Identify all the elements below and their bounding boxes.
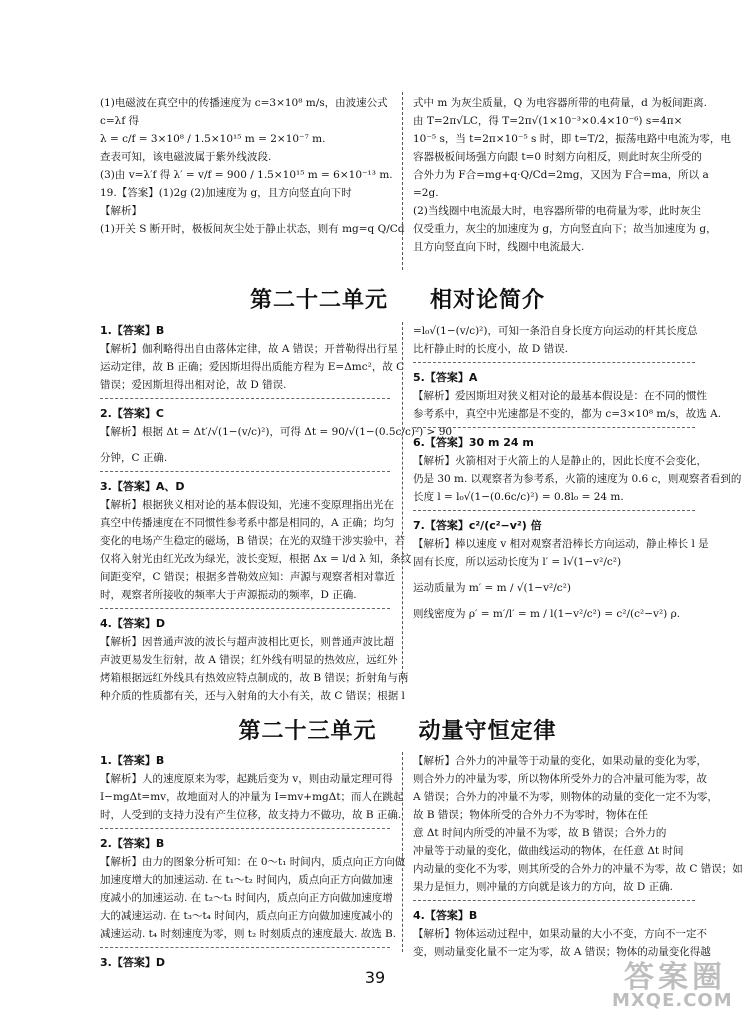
answer-block [100, 322, 405, 399]
explanation-line: 【解析】伽利略得出自由落体定律，故 A 错误；开普勒得出行星 [100, 343, 398, 355]
unit-23-left-column [100, 752, 406, 982]
explanation-line: 时，人受到的支持力没有产生位移，故支持力不做功，故 B 正确. [100, 809, 402, 821]
explanation-line: 【解析】根据狭义相对论的基本假设知，光速不变原理指出光在 [100, 499, 394, 511]
explanation-line: 固有长度，所以运动长度为 l′ = l√(1−v²/c²) [413, 556, 622, 568]
answer-block [413, 434, 742, 511]
answer-block [100, 835, 406, 948]
explanation-line: 【解析】火箭相对于火箭上的人是静止的，因此长度不会变化， [413, 455, 707, 467]
unit-22-title [100, 283, 695, 314]
explanation-line: 意 Δt 时间内所受的冲量不为零，故 B 错误；合外力的 [413, 827, 667, 839]
explanation-line: 真空中传播速度在不同惯性参考系中都是相同的，A 正确；均匀 [100, 517, 395, 529]
explanation-line: 仅将入射光由红光改为绿光，波长变短，根据 Δx = l/d λ 知，条纹 [100, 553, 412, 565]
answer-heading: 5.【答案】A [413, 371, 478, 384]
answer-heading: 7.【答案】c²/(c²−v²) 倍 [413, 519, 542, 532]
unit-23-title [100, 714, 695, 745]
text-line: λ = c/f = 3×10⁸ / 1.5×10¹⁵ m = 2×10⁻⁷ m. [100, 133, 326, 145]
unit-23-number: 第二十三单元 [238, 718, 377, 744]
explanation-line: 冲量等于动量的变化，做曲线运动的物体，在任意 Δt 时间 [413, 845, 684, 857]
column-divider [402, 92, 403, 270]
text-line: 合外力为 F合=mg+q·Q/Cd=2mg，又因为 F合=ma，所以 a [413, 169, 709, 181]
explanation-line: 长度 l = l₀√(1−(0.6c/c)²) = 0.8l₀ = 24 m. [413, 491, 624, 503]
unit-23-name: 动量守恒定律 [418, 718, 557, 744]
answer-heading: 1.【答案】B [100, 324, 165, 337]
explanation-line: 时，观察者所接收的频率大于声源振动的频率，D 正确. [100, 589, 357, 601]
column-divider [402, 752, 403, 952]
answer-block [100, 405, 453, 472]
text-line: (3)由 v=λ′f 得 λ′ = v/f = 900 / 1.5×10¹⁵ m = 6×10⁻¹³ m. [100, 169, 393, 181]
text-line: (2)当线圈中电流最大时，电容器所带的电荷量为零，此时灰尘 [413, 205, 701, 217]
explanation-line: 声波更易发生衍射，故 A 错误；红外线有明显的热效应，远红外 [100, 654, 398, 666]
explanation-line: 比杆静止时的长度小，故 D 错误. [413, 343, 568, 355]
text-line: 10⁻⁵ s，当 t=2π×10⁻⁵ s 时，即 t=T/2，振荡电路中电流为零，电 [413, 133, 731, 145]
explanation-line: 分钟，C 正确. [100, 452, 168, 464]
text-line: 仅受重力，灰尘的加速度为 g，方向竖直向下；故当加速度为 g， [413, 223, 717, 235]
answer-block [100, 478, 412, 609]
answer-block [413, 517, 709, 627]
answer-block [413, 752, 743, 901]
text-line: (1)开关 S 断开时，极板间灰尘处于静止状态，则有 mg=q Q/Cd [100, 223, 405, 235]
explanation-line: 【解析】物体运动过程中，如果动量的大小不变，方向不一定不 [413, 928, 707, 940]
explanation-line: 变化的电场产生稳定的磁场，B 错误；在光的双缝干涉实验中，若 [100, 535, 406, 547]
explanation-line: 【解析】爱因斯坦对狭义相对论的最基本假设是：在不同的惯性 [413, 390, 707, 402]
explanation-line: 果力是恒力，则冲量的方向就是该力的方向，故 D 正确. [413, 881, 673, 893]
watermark-logo [606, 952, 744, 1014]
explanation-line: =l₀√(1−(v/c)²)，可知一条沿自身长度方向运动的杆其长度总 [413, 325, 698, 337]
top-left-column [100, 94, 405, 238]
explanation-line: 【解析】棒以速度 v 相对观察者沿棒长方向运动，静止棒长 l 是 [413, 538, 709, 550]
explanation-line: 【解析】合外力的冲量等于动量的变化，如果动量的变化为零， [413, 755, 707, 767]
explanation-line: 则合外力的冲量为零，所以物体所受外力的合冲量可能为零，故 [413, 773, 707, 785]
unit-22-name: 相对论简介 [430, 287, 546, 313]
unit-22-right-column [413, 322, 742, 633]
answer-heading: 4.【答案】D [100, 617, 165, 630]
answer-block [100, 615, 409, 709]
explanation-line: I−mgΔt=mv，故地面对人的冲量为 I=mv+mgΔt；而人在跳起 [100, 791, 404, 803]
unit-23-right-column [413, 752, 743, 971]
explanation-line: 【解析】人的速度原来为零，起跳后变为 v，则由动量定理可得 [100, 773, 393, 785]
explanation-line: 内动量的变化不为零，则其所受的合外力的冲量不为零，故 C 错误；如 [413, 863, 743, 875]
explanation-line: 度减小的加速运动. 在 t₂～t₃ 时间内，质点向正方向做加速度增 [100, 892, 393, 904]
explanation-line: 【解析】因普通声波的波长与超声波相比更长，则普通声波比超 [100, 636, 394, 648]
explanation-line: 仍是 30 m. 以观察者为参考系，火箭的速度为 0.6 c，则观察者看到的 [413, 473, 742, 485]
text-line: 查表可知，该电磁波属于紫外线波段. [100, 151, 272, 163]
answer-block [100, 752, 404, 829]
answer-heading: 2.【答案】C [100, 407, 164, 420]
top-right-column [413, 94, 731, 256]
text-line: 容器极板间场强方向跟 t=0 时刻方向相反，则此时灰尘所受的 [413, 151, 702, 163]
explanation-line: 种介质的性质都有关，还与入射角的大小有关，故 C 错误；根据 l [100, 690, 405, 702]
text-line: c=λf 得 [100, 115, 140, 127]
answer-heading: 6.【答案】30 m 24 m [413, 436, 534, 449]
answer-block [413, 322, 698, 363]
explanation-line: 变，则动量变化量不一定为零，故 A 错误；物体的动量变化得越 [413, 946, 711, 958]
explanation-line: 间距变窄，C 错误；根据多普勒效应知：声源与观察者相对靠近 [100, 571, 395, 583]
watermark-url: MXQE.COM [612, 990, 733, 1011]
explanation-line: 则线密度为 ρ′ = m′/l′ = m / l(1−v²/c²) = c²/(c²−v²) ρ. [413, 608, 681, 620]
text-line: (1)电磁波在真空中的传播速度为 c=3×10⁸ m/s，由波速公式 [100, 97, 388, 109]
answer-heading: 2.【答案】B [100, 837, 165, 850]
explanation-line [413, 597, 695, 605]
explanation-line: 加速度增大的加速运动. 在 t₁～t₂ 时间内，质点向正方向做加速 [100, 874, 393, 886]
explanation-line: 大的减速运动. 在 t₃～t₄ 时间内，质点向正方向做加速度减小的 [100, 910, 393, 922]
explanation-line: 减速运动. t₄ 时刻速度为零，则 t₂ 时刻质点的速度最大. 故选 B. [100, 928, 397, 940]
explanation-line: 运动定律，故 B 正确；爱因斯坦得出质能方程为 E=Δmc²，故 C [100, 361, 405, 373]
explanation-line: 【解析】由力的图象分析可知：在 0～t₁ 时间内，质点向正方向做 [100, 856, 406, 868]
explanation-line: 烤箱根据远红外线具有热效应特点制成的，故 B 错误；折射角与两 [100, 672, 409, 684]
answer-heading: 4.【答案】B [413, 909, 478, 922]
answer-heading: 3.【答案】A、D [100, 480, 185, 493]
answer-block [413, 369, 722, 428]
answer-heading: 1.【答案】B [100, 754, 165, 767]
page-number: 39 [364, 968, 386, 987]
explanation-line: A 错误；合外力的冲量不为零，则物体的动量的变化一定不为零， [413, 791, 718, 803]
watermark-text: 答案圈 [624, 960, 726, 995]
column-divider [402, 322, 403, 684]
explanation-line: 【解析】根据 Δt = Δt′/√(1−(v/c)²)，可得 Δt = 90/√(1−(0.5c/c)²) > 90 [100, 426, 453, 438]
text-line: 19.【答案】(1)2g (2)加速度为 g，且方向竖直向下时 [100, 187, 352, 199]
explanation-line [100, 441, 390, 449]
explanation-line: 运动质量为 m′ = m / √(1−v²/c²) [413, 582, 571, 594]
text-line: 【解析】 [100, 205, 142, 217]
answer-heading: 3.【答案】D [100, 956, 165, 969]
unit-22-number: 第二十二单元 [249, 287, 388, 313]
text-line: =2g. [413, 187, 439, 199]
text-line: 由 T=2π√LC，得 T=2π√(1×10⁻³×0.4×10⁻⁶) s=4π× [413, 115, 683, 127]
text-line: 且方向竖直向下时，线圈中电流最大. [413, 241, 585, 253]
explanation-line: 参考系中，真空中光速都是不变的，都为 c=3×10⁸ m/s，故选 A. [413, 408, 722, 420]
text-line: 式中 m 为灰尘质量，Q 为电容器所带的电荷量，d 为板间距离. [413, 97, 707, 109]
explanation-line: 故 B 错误；物体所受的合外力不为零时，物体在任 [413, 809, 648, 821]
explanation-line: 错误；爱因斯坦得出相对论，故 D 错误. [100, 379, 287, 391]
explanation-line [413, 571, 695, 579]
